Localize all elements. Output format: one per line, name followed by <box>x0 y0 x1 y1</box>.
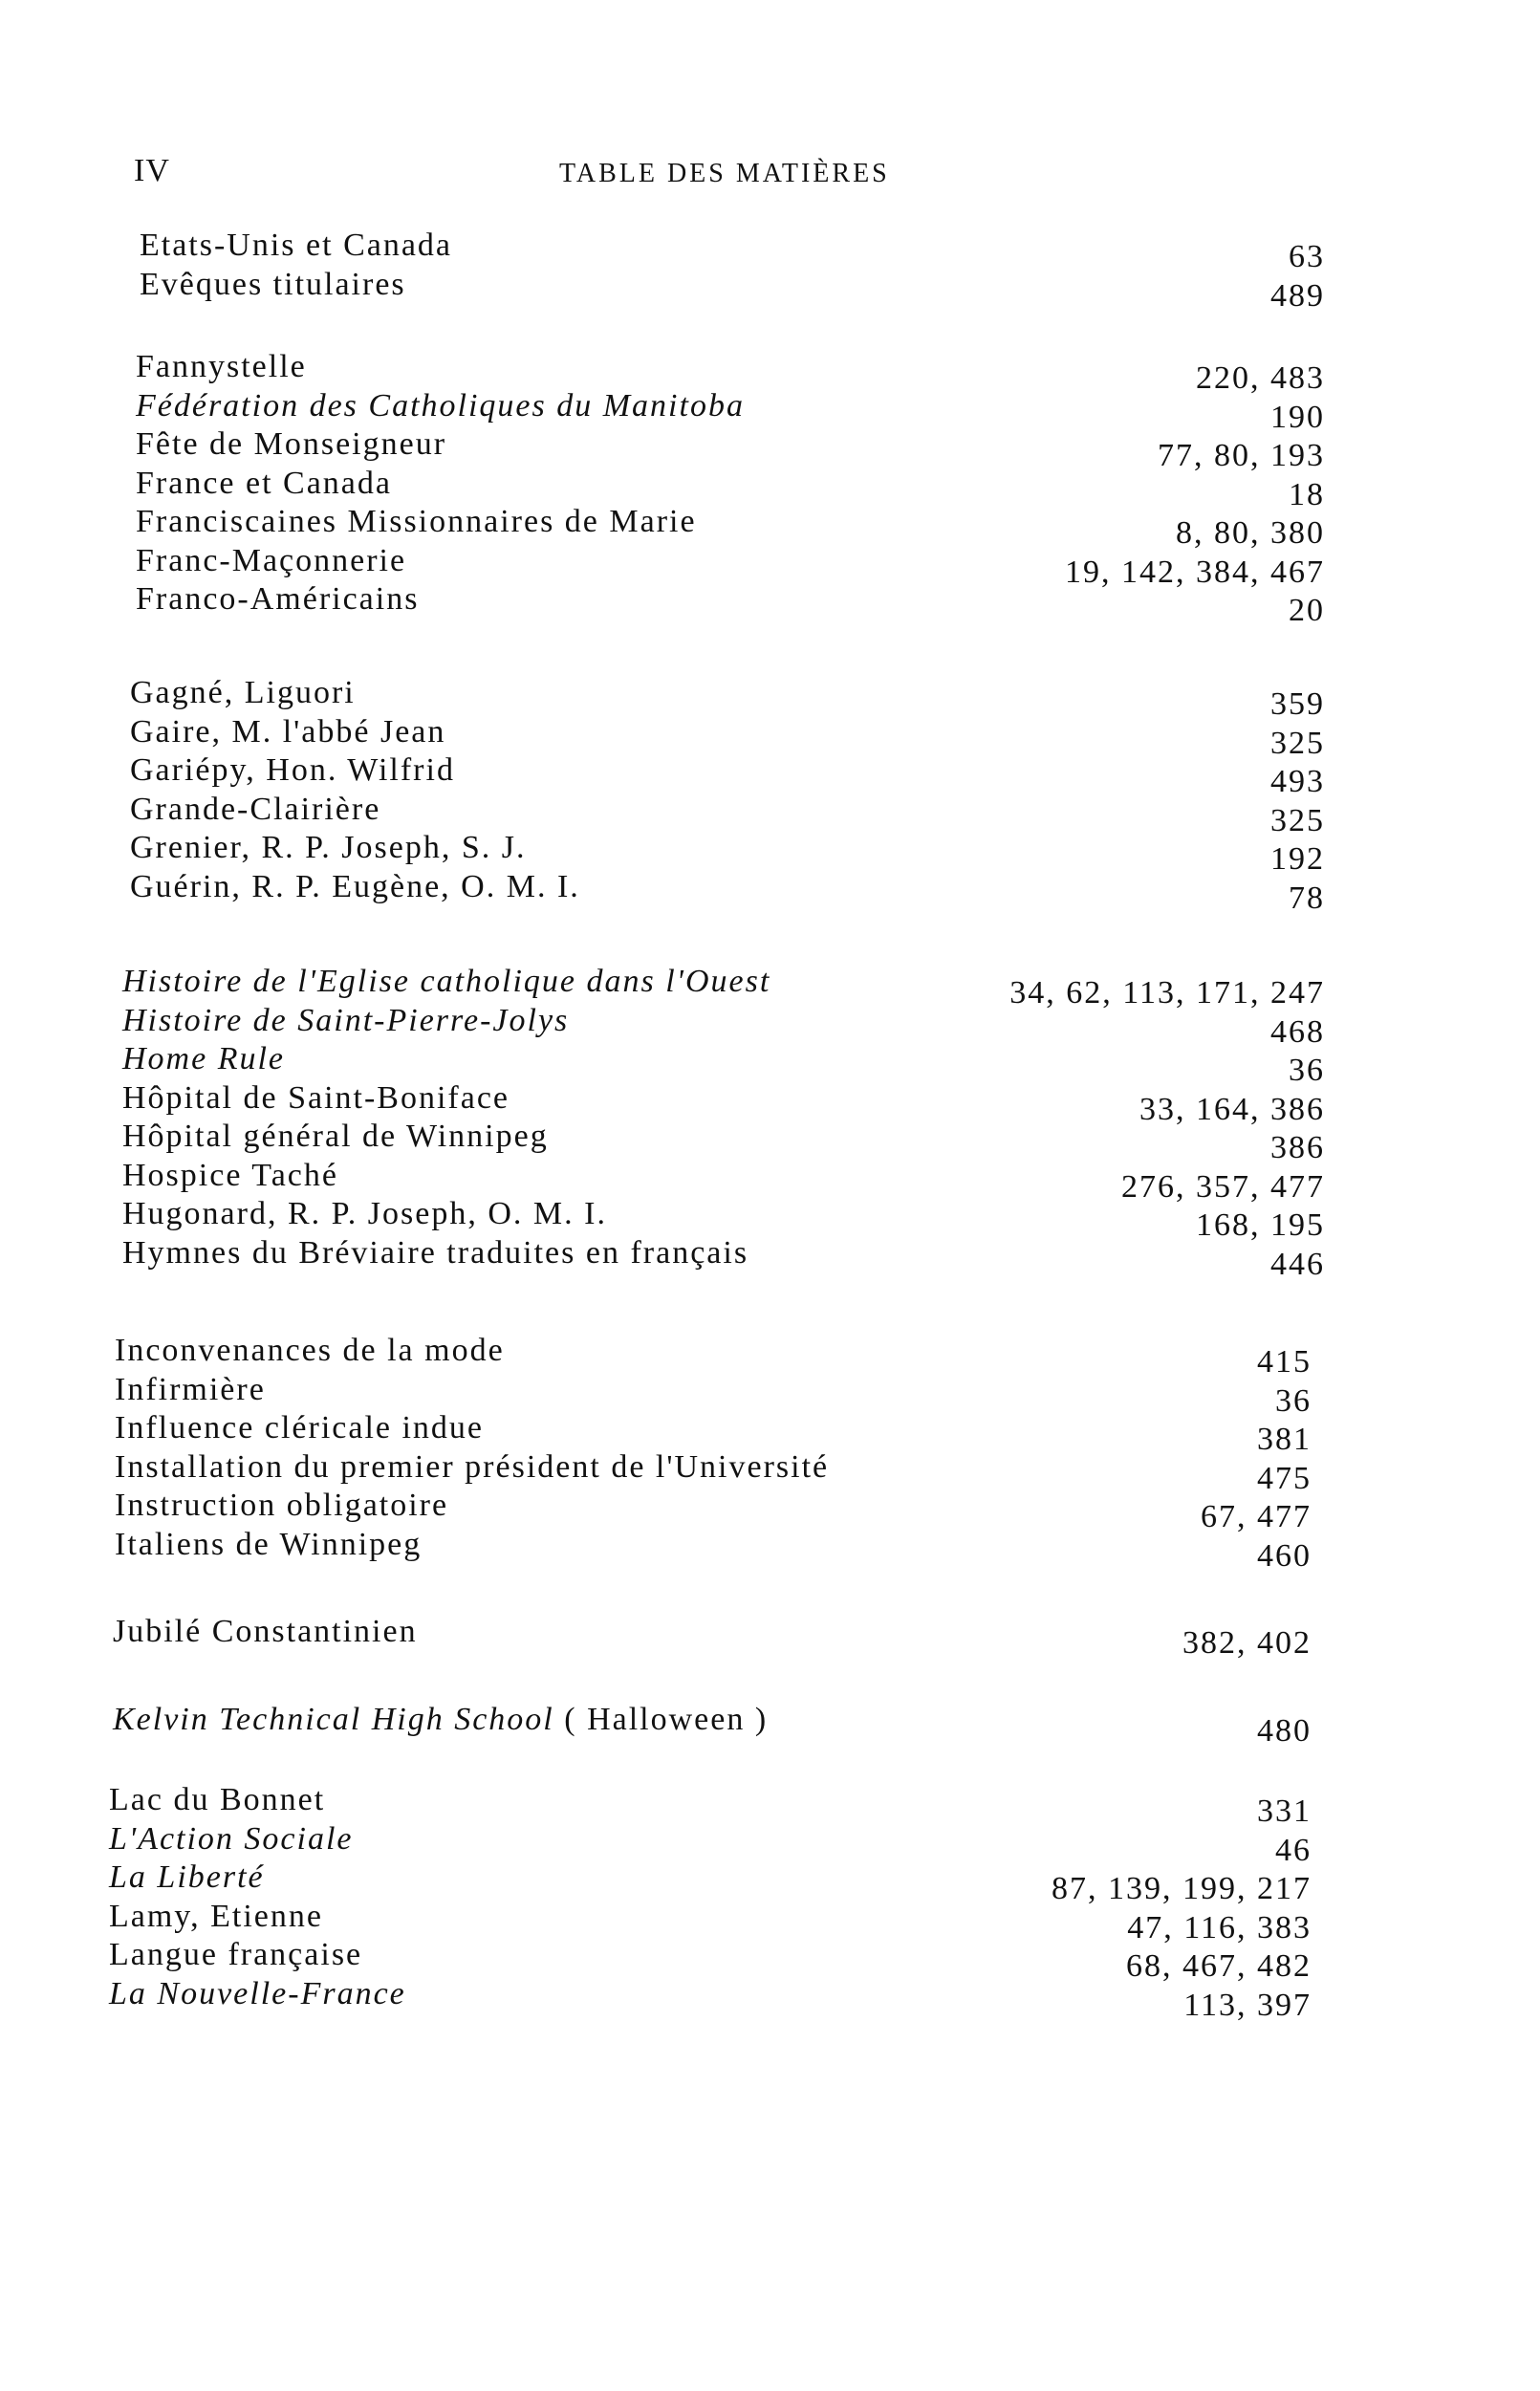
index-entry <box>115 1410 1312 1457</box>
entry-label: Histoire de Saint-Pierre-Jolys <box>122 1002 570 1038</box>
entry-label <box>113 1702 768 1738</box>
index-group-i <box>115 1333 1312 1574</box>
index-entry <box>130 830 1325 877</box>
index-entry <box>136 542 1325 590</box>
index-entry <box>109 1898 1312 1945</box>
index-entry <box>136 387 1325 435</box>
entry-label: Langue française <box>109 1937 363 1972</box>
entry-pages: 47, 116, 383 <box>1127 1909 1312 1945</box>
index-entry <box>122 1196 1325 1243</box>
entry-label: Lac du Bonnet <box>109 1782 326 1817</box>
index-entry <box>136 504 1325 551</box>
index-group-g <box>130 675 1325 916</box>
entry-pages: 460 <box>1257 1537 1312 1574</box>
entry-label: Lamy, Etienne <box>109 1898 323 1934</box>
entry-label: Gagné, Liguori <box>130 675 356 710</box>
entry-pages: 493 <box>1270 764 1325 799</box>
index-group-h <box>122 964 1325 1282</box>
index-entry <box>136 349 1325 396</box>
index-entry <box>122 1079 1325 1127</box>
entry-pages: 359 <box>1270 686 1325 722</box>
entry-pages: 46 <box>1275 1832 1312 1868</box>
entry-label: Grande-Clairière <box>130 791 381 827</box>
index-group-e <box>140 228 1325 314</box>
index-entry <box>130 752 1325 799</box>
entry-label: Guérin, R. P. Eugène, O. M. I. <box>130 868 580 904</box>
page-header <box>0 153 1540 191</box>
entry-label: Hôpital général de Winnipeg <box>122 1119 549 1154</box>
entry-label-suffix: ( Halloween ) <box>553 1702 769 1737</box>
index-group-f <box>136 349 1325 628</box>
entry-pages: 276, 357, 477 <box>1121 1168 1325 1205</box>
entry-pages: 36 <box>1275 1382 1312 1419</box>
entry-label: Hugonard, R. P. Joseph, O. M. I. <box>122 1196 607 1231</box>
entry-label: Infirmière <box>115 1371 266 1407</box>
index-entry <box>109 1820 1312 1868</box>
entry-pages: 381 <box>1257 1422 1312 1457</box>
entry-pages: 19, 142, 384, 467 <box>1065 554 1325 590</box>
index-entry <box>113 1614 1312 1661</box>
index-group-l <box>109 1782 1312 2023</box>
entry-pages: 78 <box>1289 880 1325 916</box>
entry-label: Franciscaines Missionnaires de Marie <box>136 504 697 539</box>
index-entry <box>115 1333 1312 1380</box>
index-entry <box>130 791 1325 838</box>
entry-pages: 77, 80, 193 <box>1158 438 1325 473</box>
entry-label: Gaire, M. l'abbé Jean <box>130 713 446 750</box>
index-entry <box>130 675 1325 722</box>
entry-label: Hymnes du Bréviaire traduites en français <box>122 1234 749 1271</box>
entry-label: Fête de Monseigneur <box>136 426 447 462</box>
entry-pages: 87, 139, 199, 217 <box>1052 1871 1312 1906</box>
entry-pages: 192 <box>1270 841 1325 877</box>
entry-label: Evêques titulaires <box>140 266 406 302</box>
index-entry <box>122 1002 1325 1050</box>
index-entry <box>109 1782 1312 1829</box>
entry-label: Histoire de l'Eglise catholique dans l'Ouest <box>122 964 771 999</box>
index-entry <box>136 426 1325 473</box>
entry-pages: 34, 62, 113, 171, 247 <box>1009 975 1325 1011</box>
entry-pages: 325 <box>1270 725 1325 761</box>
entry-pages: 190 <box>1270 399 1325 435</box>
index-entry <box>140 266 1325 314</box>
index-entry <box>122 1119 1325 1165</box>
entry-label: Hospice Taché <box>122 1157 338 1193</box>
entry-label: Hôpital de Saint-Boniface <box>122 1079 510 1116</box>
entry-pages: 220, 483 <box>1196 360 1325 396</box>
index-group-k <box>113 1702 1312 1749</box>
running-title: TABLE DES MATIÈRES <box>559 159 890 188</box>
entry-pages: 415 <box>1257 1344 1312 1380</box>
entry-label: L'Action Sociale <box>109 1820 354 1857</box>
entry-label: Home Rule <box>122 1041 286 1076</box>
entry-label: Inconvenances de la mode <box>115 1333 505 1368</box>
index-entry <box>113 1702 1312 1749</box>
index-entry <box>109 1937 1312 1984</box>
index-entry <box>130 713 1325 761</box>
page-number: IV <box>134 153 170 188</box>
entry-pages: 36 <box>1289 1053 1325 1088</box>
entry-pages: 475 <box>1257 1460 1312 1496</box>
entry-label: Franco-Américains <box>136 581 420 617</box>
entry-label: Franc-Maçonnerie <box>136 542 407 578</box>
entry-pages: 33, 164, 386 <box>1139 1091 1325 1127</box>
entry-label: Fédération des Catholiques du Manitoba <box>136 387 745 424</box>
index-entry <box>122 1041 1325 1088</box>
entry-pages: 386 <box>1270 1130 1325 1165</box>
entry-label: Jubilé Constantinien <box>113 1614 418 1649</box>
entry-pages: 480 <box>1257 1713 1312 1749</box>
entry-label: Fannystelle <box>136 349 307 384</box>
entry-label: Instruction obligatoire <box>115 1488 449 1523</box>
entry-pages: 18 <box>1289 476 1325 512</box>
entry-pages: 382, 402 <box>1182 1625 1312 1661</box>
index-entry <box>136 465 1325 512</box>
entry-label: France et Canada <box>136 465 392 501</box>
index-entry <box>109 1975 1312 2023</box>
entry-pages: 446 <box>1270 1246 1325 1282</box>
entry-label: La Nouvelle-France <box>109 1975 406 2011</box>
entry-pages: 113, 397 <box>1183 1987 1312 2023</box>
index-entry <box>130 868 1325 916</box>
entry-label: La Liberté <box>109 1859 265 1895</box>
entry-pages: 489 <box>1270 277 1325 314</box>
entry-pages: 8, 80, 380 <box>1176 515 1325 551</box>
index-entry <box>122 1157 1325 1205</box>
entry-pages: 20 <box>1289 593 1325 628</box>
entry-pages: 168, 195 <box>1196 1207 1325 1243</box>
index-entry <box>109 1859 1312 1906</box>
index-entry <box>115 1448 1312 1496</box>
index-entry <box>122 964 1325 1011</box>
entry-label: Gariépy, Hon. Wilfrid <box>130 752 455 788</box>
entry-label: Influence cléricale indue <box>115 1410 485 1445</box>
entry-label: Etats-Unis et Canada <box>140 228 453 263</box>
index-entry <box>140 228 1325 274</box>
entry-label: Installation du premier président de l'Université <box>115 1448 830 1485</box>
entry-pages: 468 <box>1270 1013 1325 1050</box>
index-entry <box>115 1488 1312 1534</box>
index-entry <box>115 1371 1312 1419</box>
entry-label: Grenier, R. P. Joseph, S. J. <box>130 830 527 865</box>
entry-pages: 67, 477 <box>1201 1499 1312 1534</box>
index-entry <box>136 581 1325 628</box>
index-entry <box>122 1234 1325 1282</box>
entry-pages: 68, 467, 482 <box>1126 1948 1312 1984</box>
entry-label-title: Kelvin Technical High School <box>113 1702 554 1737</box>
entry-pages: 331 <box>1257 1793 1312 1829</box>
entry-pages: 325 <box>1270 802 1325 838</box>
index-entry <box>115 1526 1312 1574</box>
entry-label: Italiens de Winnipeg <box>115 1526 423 1562</box>
entry-pages: 63 <box>1289 239 1325 274</box>
index-group-j <box>113 1614 1312 1661</box>
